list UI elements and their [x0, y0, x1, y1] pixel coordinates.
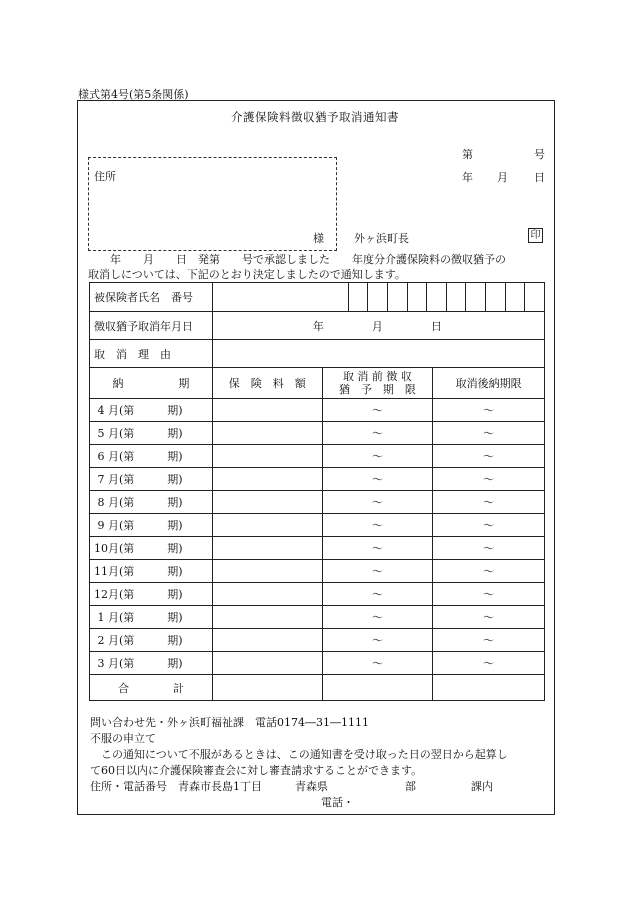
- number-digit-boxes[interactable]: [348, 283, 544, 311]
- table-row: [90, 629, 545, 652]
- row-after-deadline[interactable]: ～: [433, 583, 545, 606]
- appeal-title: 不服の申立て: [90, 732, 156, 745]
- row-period: 4 月(第 期): [90, 399, 213, 422]
- footer: [90, 715, 552, 811]
- row-before-deadline[interactable]: ～: [322, 399, 433, 422]
- row-after-deadline[interactable]: ～: [433, 445, 545, 468]
- header-before-line1: 取 消 前 徴 収: [342, 370, 412, 383]
- row-amount[interactable]: [212, 445, 322, 468]
- row-period: 9 月(第 期): [90, 514, 213, 537]
- row-amount[interactable]: [212, 491, 322, 514]
- header-period: 納 期: [90, 368, 213, 399]
- row-before-deadline[interactable]: ～: [322, 537, 433, 560]
- row-amount[interactable]: [212, 468, 322, 491]
- cancel-date-year: 年: [312, 319, 324, 333]
- row-before-deadline[interactable]: ～: [322, 422, 433, 445]
- month-rows: [90, 399, 545, 675]
- row-after-deadline[interactable]: ～: [433, 514, 545, 537]
- insured-number-field[interactable]: [212, 283, 544, 312]
- row-after-deadline[interactable]: ～: [433, 468, 545, 491]
- reason-field[interactable]: [212, 340, 544, 368]
- number-suffix: 号: [534, 148, 545, 161]
- row-before-deadline[interactable]: ～: [322, 468, 433, 491]
- table-row: [90, 537, 545, 560]
- header-before-line2: 猶 予 期 限: [338, 383, 416, 396]
- row-period: 10月(第 期): [90, 537, 213, 560]
- row-before-deadline[interactable]: ～: [322, 583, 433, 606]
- cancel-date-label: 徴収猶予取消年月日: [90, 312, 213, 340]
- notice-body-line: 取消しについては、下記のとおり決定しましたので通知します。: [88, 268, 406, 281]
- row-amount[interactable]: [212, 652, 322, 675]
- table-row: [90, 468, 545, 491]
- total-before[interactable]: [322, 675, 433, 701]
- row-before-deadline[interactable]: ～: [322, 445, 433, 468]
- row-amount[interactable]: [212, 560, 322, 583]
- row-after-deadline[interactable]: ～: [433, 629, 545, 652]
- contact-line: 問い合わせ先・外ヶ浜町福祉課 電話0174―31―1111: [90, 716, 369, 729]
- date-day: 日: [534, 171, 545, 184]
- table-row: [90, 514, 545, 537]
- row-after-deadline[interactable]: ～: [433, 491, 545, 514]
- table-row: [90, 422, 545, 445]
- row-after-deadline[interactable]: ～: [433, 422, 545, 445]
- row-after-deadline[interactable]: ～: [433, 560, 545, 583]
- notice-body-line: 年 月 日 発第 号で承認しました 年度分介護保険料の徴収猶予の: [88, 253, 506, 266]
- cancel-date-month: 月: [371, 319, 383, 333]
- honorific-sama: 様: [313, 232, 324, 245]
- appeal-text-line: この通知について不服があるときは、この通知書を受け取った日の翌日から起算し: [90, 748, 508, 761]
- header-before-deadline: [322, 368, 433, 399]
- address-phone-line: 住所・電話番号 青森市長島1丁目 青森県 部 課内: [90, 780, 493, 793]
- row-after-deadline[interactable]: ～: [433, 399, 545, 422]
- row-period: 11月(第 期): [90, 560, 213, 583]
- table-row: [90, 399, 545, 422]
- date-year: 年: [462, 171, 473, 184]
- row-period: 8 月(第 期): [90, 491, 213, 514]
- row-before-deadline[interactable]: ～: [322, 629, 433, 652]
- issuer-name: 外ヶ浜町長: [354, 232, 409, 245]
- row-period: 1 月(第 期): [90, 606, 213, 629]
- table-row: [90, 652, 545, 675]
- row-amount[interactable]: [212, 629, 322, 652]
- seal-icon: 印: [528, 228, 543, 243]
- row-before-deadline[interactable]: ～: [322, 652, 433, 675]
- row-period: 2 月(第 期): [90, 629, 213, 652]
- row-period: 3 月(第 期): [90, 652, 213, 675]
- row-period: 7 月(第 期): [90, 468, 213, 491]
- total-label: 合 計: [90, 675, 213, 701]
- row-amount[interactable]: [212, 514, 322, 537]
- row-amount[interactable]: [212, 537, 322, 560]
- number-prefix: 第: [462, 148, 473, 161]
- row-before-deadline[interactable]: ～: [322, 560, 433, 583]
- form-number-label: 様式第4号(第5条関係): [78, 88, 189, 101]
- phone-line: 電話・: [90, 796, 354, 809]
- address-label: 住所: [94, 170, 116, 183]
- row-period: 5 月(第 期): [90, 422, 213, 445]
- insured-name-label: 被保険者氏名 番号: [90, 283, 213, 312]
- table-row: [90, 491, 545, 514]
- total-amount[interactable]: [212, 675, 322, 701]
- row-after-deadline[interactable]: ～: [433, 606, 545, 629]
- appeal-text-line: て60日以内に介護保険審査会に対し審査請求することができます。: [90, 764, 423, 777]
- row-before-deadline[interactable]: ～: [322, 491, 433, 514]
- table-row: [90, 606, 545, 629]
- notice-body: [88, 252, 552, 282]
- row-period: 12月(第 期): [90, 583, 213, 606]
- notice-table: [89, 282, 545, 701]
- row-before-deadline[interactable]: ～: [322, 606, 433, 629]
- row-after-deadline[interactable]: ～: [433, 652, 545, 675]
- total-after[interactable]: [433, 675, 545, 701]
- row-amount[interactable]: [212, 422, 322, 445]
- row-period: 6 月(第 期): [90, 445, 213, 468]
- table-row: [90, 445, 545, 468]
- row-amount[interactable]: [212, 399, 322, 422]
- row-before-deadline[interactable]: ～: [322, 514, 433, 537]
- address-box[interactable]: [88, 157, 337, 251]
- header-amount: 保 険 料 額: [212, 368, 322, 399]
- cancel-date-day: 日: [430, 319, 442, 333]
- reason-label: 取 消 理 由: [90, 340, 213, 368]
- table-row: [90, 560, 545, 583]
- table-row: [90, 583, 545, 606]
- document-title: 介護保険料徴収猶予取消通知書: [231, 110, 399, 124]
- cancel-date-field[interactable]: [212, 312, 544, 340]
- date-month: 月: [497, 171, 508, 184]
- row-after-deadline[interactable]: ～: [433, 537, 545, 560]
- row-amount[interactable]: [212, 606, 322, 629]
- row-amount[interactable]: [212, 583, 322, 606]
- header-after-deadline: 取消後納期限: [433, 368, 545, 399]
